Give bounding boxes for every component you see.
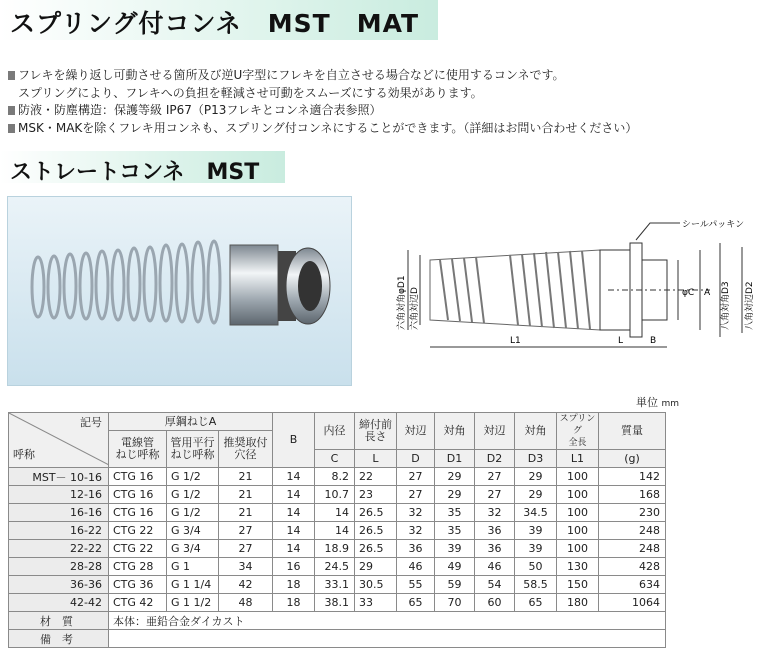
cell-l: 26.5	[355, 540, 397, 558]
page-title: スプリング付コンネ MST MAT	[10, 9, 420, 38]
c-label: φC	[682, 288, 695, 298]
header-koshou: 呼称	[13, 448, 35, 461]
cell-ctg: CTG 36	[109, 576, 167, 594]
cell-l: 29	[355, 558, 397, 576]
cell-ctg: CTG 22	[109, 540, 167, 558]
table-row	[9, 504, 666, 522]
cell-b: 14	[273, 504, 315, 522]
bore-opening	[298, 261, 322, 311]
cell-d2: 60	[475, 594, 515, 612]
cell-g: G 1	[167, 558, 219, 576]
d1-label: 六角対角φD1	[397, 275, 407, 330]
cell-d1: 49	[435, 558, 475, 576]
cell-d1: 35	[435, 504, 475, 522]
cell-d2: 54	[475, 576, 515, 594]
table-row	[9, 486, 666, 504]
cell-name: 16-16	[9, 504, 109, 522]
cell-l1: 150	[557, 576, 599, 594]
cell-d: 32	[397, 504, 435, 522]
header-l1: L1	[557, 450, 599, 468]
cell-g: G 1/2	[167, 504, 219, 522]
cell-d: 55	[397, 576, 435, 594]
cell-mass: 634	[599, 576, 666, 594]
cell-c: 14	[315, 522, 355, 540]
section-bar	[0, 151, 285, 183]
cell-ctg: CTG 42	[109, 594, 167, 612]
cell-d2: 32	[475, 504, 515, 522]
cell-l1: 100	[557, 486, 599, 504]
bullet-continuation: スプリングにより、フレキへの負担を軽減させ可動をスムーズにする効果があります。	[18, 85, 483, 100]
cell-b: 14	[273, 468, 315, 486]
cell-d2: 36	[475, 522, 515, 540]
cell-name: MST－ 10-16	[9, 468, 109, 486]
cell-d2: 27	[475, 468, 515, 486]
header-d1: D1	[435, 450, 475, 468]
cell-d3: 50	[515, 558, 557, 576]
technical-drawing	[360, 205, 765, 375]
cell-d: 27	[397, 468, 435, 486]
cell-name: 16-22	[9, 522, 109, 540]
cell-d1: 29	[435, 468, 475, 486]
cell-l1: 180	[557, 594, 599, 612]
header-corner	[9, 413, 109, 468]
bullet-text: MSK・MAKを除くフレキ用コンネも、スプリング付コンネにすることができます。（詳細はお問い合わせください）	[18, 120, 638, 135]
header-taihen: 対辺	[397, 413, 435, 450]
remarks-value	[109, 630, 666, 648]
cell-name: 28-28	[9, 558, 109, 576]
bullet-item	[8, 120, 637, 138]
l-label: L	[618, 336, 624, 346]
cell-ctg: CTG 16	[109, 468, 167, 486]
product-photo	[7, 196, 352, 386]
l1-label: L1	[510, 336, 521, 346]
header-b: B	[273, 413, 315, 468]
bullet-square-icon	[8, 106, 15, 115]
table-row	[9, 576, 666, 594]
cell-b: 14	[273, 522, 315, 540]
cell-g: G 3/4	[167, 540, 219, 558]
material-label: 材 質	[9, 612, 109, 630]
cell-d1: 70	[435, 594, 475, 612]
cell-c: 18.9	[315, 540, 355, 558]
cell-l: 26.5	[355, 522, 397, 540]
header-taikaku2: 対角	[515, 413, 557, 450]
cell-d3: 34.5	[515, 504, 557, 522]
d-label: 六角対辺D	[410, 287, 420, 330]
header-spring: スプリング 全長	[557, 413, 599, 450]
cell-d: 65	[397, 594, 435, 612]
cell-name: 42-42	[9, 594, 109, 612]
cell-g: G 1/2	[167, 468, 219, 486]
cell-g: G 1/2	[167, 486, 219, 504]
header-kigou: 記号	[80, 416, 102, 429]
cell-d: 27	[397, 486, 435, 504]
bullet-text: フレキを繰り返し可動させる箇所及び逆U字型にフレキを自立させる場合などに使用するコンネです。	[18, 68, 565, 82]
header-hole: 推奨取付 穴径	[219, 431, 273, 468]
cell-d3: 29	[515, 468, 557, 486]
table-row	[9, 522, 666, 540]
bullet-square-icon	[8, 71, 15, 80]
header-taihen2: 対辺	[475, 413, 515, 450]
d2-label: 八角対辺D2	[745, 281, 755, 330]
header-mass: 質量	[599, 413, 666, 450]
unit-value: mm	[661, 399, 680, 409]
header-thread-group: 厚鋼ねじA	[109, 413, 273, 431]
cell-hole: 42	[219, 576, 273, 594]
table-row	[9, 468, 666, 486]
bullet-text: 防液・防塵構造：保護等級 IP67（P13フレキとコンネ適合表参照）	[18, 103, 382, 117]
header-d3: D3	[515, 450, 557, 468]
cell-b: 16	[273, 558, 315, 576]
section-title: ストレートコンネ MST	[10, 160, 260, 185]
cell-d1: 59	[435, 576, 475, 594]
material-row	[9, 612, 666, 630]
cell-l1: 100	[557, 504, 599, 522]
cell-d2: 46	[475, 558, 515, 576]
spring-connector-illustration	[8, 197, 351, 385]
cell-d1: 39	[435, 540, 475, 558]
spec-body	[9, 468, 666, 648]
header-mass-unit: (g)	[599, 450, 666, 468]
cell-c: 10.7	[315, 486, 355, 504]
spec-table	[8, 412, 666, 648]
cell-mass: 230	[599, 504, 666, 522]
cell-d2: 36	[475, 540, 515, 558]
header-pipe: 管用平行 ねじ呼称	[167, 431, 219, 468]
bullet-item	[8, 102, 637, 120]
cell-name: 22-22	[9, 540, 109, 558]
cell-mass: 248	[599, 540, 666, 558]
bullet-square-icon	[8, 124, 15, 133]
table-row	[9, 540, 666, 558]
header-d2: D2	[475, 450, 515, 468]
header-c: C	[315, 450, 355, 468]
cell-ctg: CTG 16	[109, 504, 167, 522]
cell-mass: 142	[599, 468, 666, 486]
cell-l: 22	[355, 468, 397, 486]
cell-mass: 428	[599, 558, 666, 576]
cell-c: 24.5	[315, 558, 355, 576]
table-row	[9, 558, 666, 576]
unit-label: 単位	[636, 396, 658, 409]
cell-d: 32	[397, 522, 435, 540]
cell-hole: 34	[219, 558, 273, 576]
cell-ctg: CTG 16	[109, 486, 167, 504]
material-value: 本体：亜鉛合金ダイカスト	[109, 612, 666, 630]
cell-g: G 3/4	[167, 522, 219, 540]
cell-d1: 29	[435, 486, 475, 504]
cell-name: 12-16	[9, 486, 109, 504]
unit-note	[636, 394, 679, 410]
header-l: L	[355, 450, 397, 468]
cell-hole: 27	[219, 522, 273, 540]
cell-d1: 35	[435, 522, 475, 540]
cell-d3: 29	[515, 486, 557, 504]
cell-l1: 100	[557, 522, 599, 540]
cell-d: 36	[397, 540, 435, 558]
header-length: 締付前 長さ	[355, 413, 397, 450]
cell-l1: 100	[557, 540, 599, 558]
b-label: B	[650, 336, 657, 346]
cell-hole: 27	[219, 540, 273, 558]
header-d: D	[397, 450, 435, 468]
cell-d3: 65	[515, 594, 557, 612]
cell-d2: 27	[475, 486, 515, 504]
bullet-item	[8, 67, 637, 85]
title-bar	[0, 0, 438, 40]
bullet-list	[8, 67, 637, 137]
cell-l1: 130	[557, 558, 599, 576]
cell-b: 14	[273, 540, 315, 558]
seal-packing-label: シールパッキン	[682, 220, 745, 230]
cell-d: 46	[397, 558, 435, 576]
cell-g: G 1 1/4	[167, 576, 219, 594]
cell-mass: 248	[599, 522, 666, 540]
cell-mass: 1064	[599, 594, 666, 612]
header-taikaku: 対角	[435, 413, 475, 450]
cell-c: 8.2	[315, 468, 355, 486]
cell-hole: 48	[219, 594, 273, 612]
remarks-label: 備 考	[9, 630, 109, 648]
cell-b: 18	[273, 594, 315, 612]
header-inner: 内径	[315, 413, 355, 450]
cell-c: 38.1	[315, 594, 355, 612]
cell-hole: 21	[219, 468, 273, 486]
cell-d3: 39	[515, 522, 557, 540]
d3-label: 八角対角D3	[721, 281, 731, 330]
cell-hole: 21	[219, 486, 273, 504]
cell-l: 26.5	[355, 504, 397, 522]
cell-g: G 1 1/2	[167, 594, 219, 612]
cell-ctg: CTG 22	[109, 522, 167, 540]
cell-mass: 168	[599, 486, 666, 504]
cell-ctg: CTG 28	[109, 558, 167, 576]
spring-coils	[32, 241, 220, 323]
cell-c: 33.1	[315, 576, 355, 594]
table-row	[9, 594, 666, 612]
header-electric: 電線管 ねじ呼称	[109, 431, 167, 468]
cell-hole: 21	[219, 504, 273, 522]
cell-l: 30.5	[355, 576, 397, 594]
a-label: A	[704, 288, 711, 298]
cell-d3: 58.5	[515, 576, 557, 594]
cell-l1: 100	[557, 468, 599, 486]
cell-d3: 39	[515, 540, 557, 558]
remarks-row	[9, 630, 666, 648]
hex-nut	[230, 245, 278, 325]
cell-b: 18	[273, 576, 315, 594]
cell-l: 23	[355, 486, 397, 504]
cell-c: 14	[315, 504, 355, 522]
cell-name: 36-36	[9, 576, 109, 594]
cell-b: 14	[273, 486, 315, 504]
cell-l: 33	[355, 594, 397, 612]
